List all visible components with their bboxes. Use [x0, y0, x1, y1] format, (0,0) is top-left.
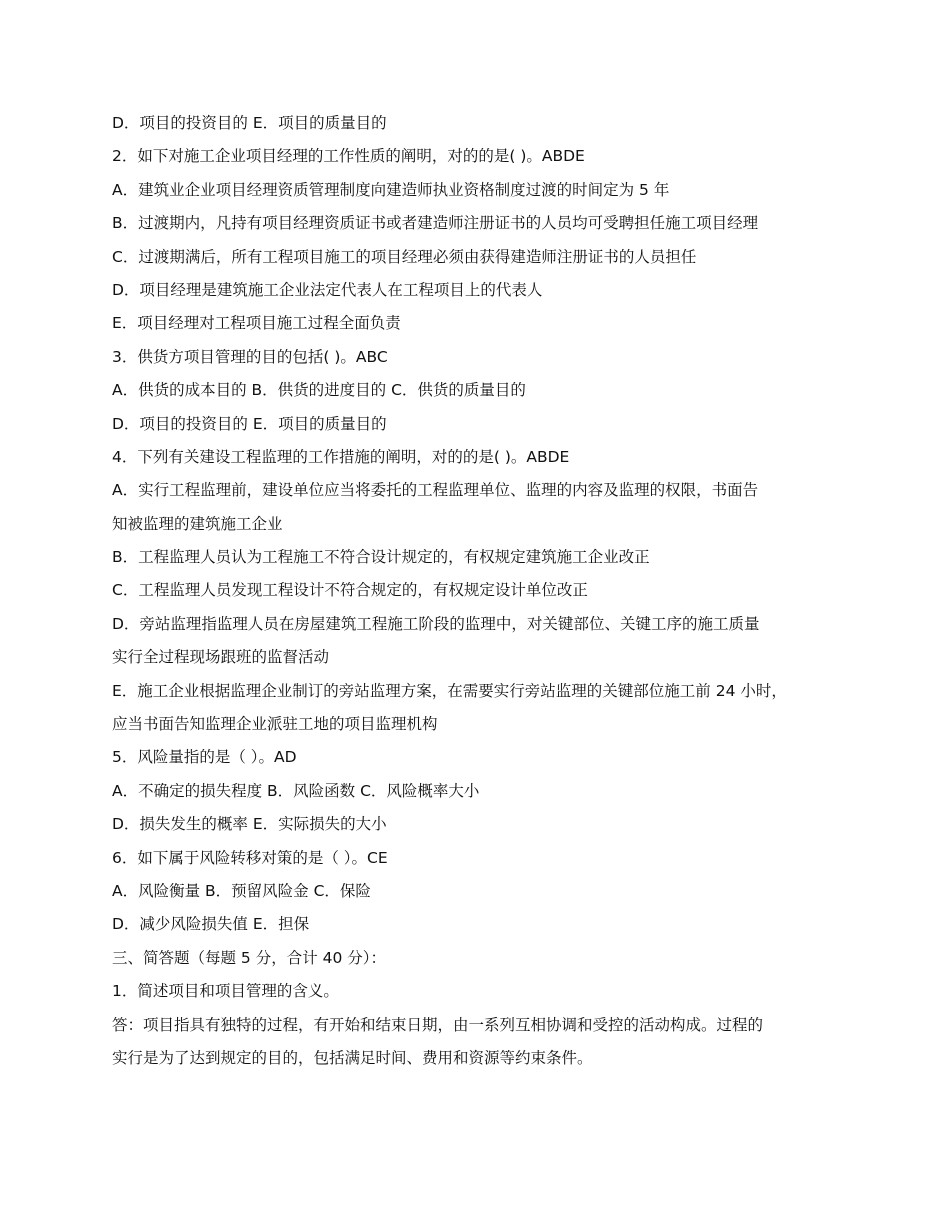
text-line: B．工程监理人员认为工程施工不符合设计规定的，有权规定建筑施工企业改正	[112, 548, 650, 567]
text-line: E．项目经理对工程项目施工过程全面负责	[112, 314, 401, 333]
text-line: 4．下列有关建设工程监理的工作措施的阐明，对的的是( )。ABDE	[112, 447, 570, 466]
text-line: A．风险衡量 B．预留风险金 C．保险	[112, 881, 371, 900]
document-body	[112, 107, 842, 1075]
text-line: C．过渡期满后，所有工程项目施工的项目经理必须由获得建造师注册证书的人员担任	[112, 247, 697, 266]
answer-line: 答：项目指具有独特的过程，有开始和结束日期，由一系列互相协调和受控的活动构成。过程的	[112, 1015, 764, 1034]
text-line: D．项目的投资目的 E．项目的质量目的	[112, 114, 387, 132]
text-line: 应当书面告知监理企业派驻工地的项目监理机构	[112, 715, 438, 734]
text-line: C．工程监理人员发现工程设计不符合规定的，有权规定设计单位改正	[112, 581, 588, 600]
text-line: D．减少风险损失值 E．担保	[112, 915, 310, 934]
question-line: 1．简述项目和项目管理的含义。	[112, 982, 339, 1001]
text-line: 3．供货方项目管理的目的包括( )。ABC	[112, 347, 388, 366]
text-line: 5．风险量指的是（ ）。AD	[112, 748, 297, 767]
answer-line: 实行是为了达到规定的目的，包括满足时间、费用和资源等约束条件。	[112, 1048, 593, 1067]
text-line: A．供货的成本目的 B．供货的进度目的 C．供货的质量目的	[112, 381, 526, 400]
text-line: D．项目经理是建筑施工企业法定代表人在工程项目上的代表人	[112, 280, 543, 299]
text-line: D．损失发生的概率 E．实际损失的大小	[112, 815, 387, 834]
text-line: 知被监理的建筑施工企业	[112, 514, 283, 533]
text-line: A．不确定的损失程度 B．风险函数 C．风险概率大小	[112, 781, 480, 800]
text-line: 2．如下对施工企业项目经理的工作性质的阐明，对的的是( )。ABDE	[112, 147, 585, 166]
text-line: E．施工企业根据监理企业制订的旁站监理方案，在需要实行旁站监理的关键部位施工前 24 小时，	[112, 681, 787, 700]
section-heading: 三、简答题（每题 5 分，合计 40 分）：	[112, 948, 387, 967]
text-line: 6．如下属于风险转移对策的是（ ）。CE	[112, 848, 388, 867]
text-line: 实行全过程现场跟班的监督活动	[112, 648, 330, 667]
text-line: D．旁站监理指监理人员在房屋建筑工程施工阶段的监理中，对关键部位、关键工序的施工质量	[112, 614, 760, 633]
text-line: A．实行工程监理前，建设单位应当将委托的工程监理单位、监理的内容及监理的权限，书面告	[112, 481, 759, 500]
text-line: A．建筑业企业项目经理资质管理制度向建造师执业资格制度过渡的时间定为 5 年	[112, 180, 670, 199]
text-line: D．项目的投资目的 E．项目的质量目的	[112, 414, 387, 433]
text-line: B．过渡期内，凡持有项目经理资质证书或者建造师注册证书的人员均可受聘担任施工项目经理	[112, 214, 759, 233]
